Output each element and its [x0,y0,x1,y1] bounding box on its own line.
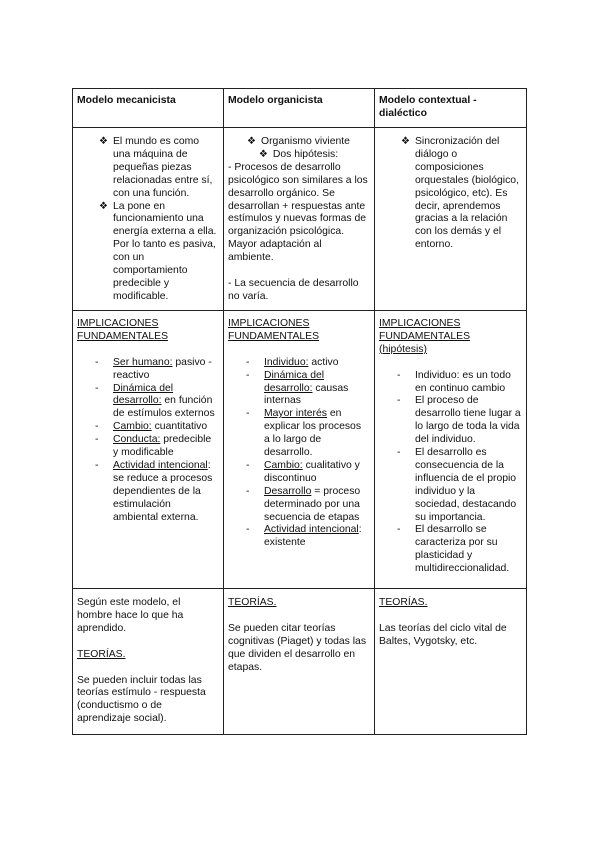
theories-label: TEORÍAS. [228,596,277,608]
list-item: - Ser humano: pasivo - reactivo [95,356,212,381]
theories-label: TEORÍAS. [77,648,126,660]
list-item: ❖ La pone en funcionamiento una energía externa a ella. Por lo tanto es pasiva, con un comportamiento predecible y modificable. [99,200,217,302]
list-item: - Cambio: cuantitativo [95,421,208,433]
list-item: - Desarrollo = proceso determinado por una secuencia de etapas [246,485,361,523]
organicista-theories [224,588,375,734]
list-item: - El desarrollo se caracteriza por su plasticidad y multidireccionalidad. [397,524,510,575]
list-item: - Conducta: predecible y modificable [95,434,212,459]
diamond-bullet-icon: ❖ [401,136,410,147]
organicista-theories-text: Se pueden citar teorías cognitivas (Piaget) y todas las que dividen el desarrollo en etapas. [228,622,367,673]
list-item: ❖ Organismo viviente [247,136,350,147]
list-item: - Actividad intencional: se reduce a procesos dependientes de la estimulación ambiental externa. [95,459,213,523]
theories-row [73,588,527,734]
contextual-implications [375,310,527,588]
implications-heading: IMPLICACIONES FUNDAMENTALES [379,317,471,342]
header-row [73,89,527,128]
organicista-dash-list [228,357,369,551]
diamond-bullet-icon: ❖ [258,148,268,160]
implications-row [73,310,527,588]
organicista-text-2: - La secuencia de desarrollo no varía. [228,278,359,302]
contextual-bullet-list [379,136,521,252]
list-item: ❖ Dos hipótesis: [258,148,339,160]
mecanicista-theories-text: Se pueden incluir todas las teorías estímulo - respuesta (conductismo o de aprendizaje social). [77,674,206,725]
hypothesis-label: (hipótesis) [379,343,427,355]
contextual-theories [375,588,527,734]
organicista-description [224,128,375,311]
mecanicista-implications [73,310,224,588]
organicista-text-1: - Procesos de desarrollo psicológico son similares a los desarrollo orgánico. Se desarrollan + respuestas ante estímulos y nuevas formas de organización psicológica. Mayor adaptación al ambiente. [228,161,368,264]
mecanicista-intro: Según este modelo, el hombre hace lo que ha aprendido. [77,596,184,634]
list-item: - El desarrollo es consecuencia de la influencia de el propio individuo y la sociedad, destacando su importancia. [397,447,517,523]
list-item: - El proceso de desarrollo tiene lugar a lo largo de toda la vida del individuo. [397,395,521,446]
contextual-theories-text: Las teorías del ciclo vital de Baltes, Vygotsky, etc. [379,622,507,647]
models-table [72,88,527,735]
header-contextual: Modelo contextual - dialéctico [375,89,527,128]
list-item: ❖ Sincronización del diálogo o composiciones orquestales (biológico, psicológico, etc). Es decir, aprendemos gracias a la relación con los demás y el entorno. [401,136,519,251]
organicista-bullet-list [228,136,369,162]
diamond-bullet-icon: ❖ [99,136,108,147]
description-row [73,128,527,311]
list-item: - Dinámica del desarrollo: en función de estímulos externos [95,382,215,420]
mecanicista-theories [73,588,224,734]
diamond-bullet-icon: ❖ [99,200,108,212]
list-item: - Dinámica del desarrollo: causas internas [246,369,349,407]
contextual-dash-list [379,370,521,577]
organicista-implications [224,310,375,588]
theories-label: TEORÍAS. [379,596,428,608]
mecanicista-bullet-list [77,136,218,304]
contextual-description [375,128,527,311]
list-item: - Actividad intencional: existente [246,524,362,549]
header-organicista: Modelo organicista [224,89,375,128]
implications-heading: IMPLICACIONES FUNDAMENTALES [228,317,320,342]
implications-heading: IMPLICACIONES FUNDAMENTALES [77,317,169,342]
list-item: - Cambio: cualitativo y discontinuo [246,459,360,484]
mecanicista-dash-list [77,357,218,525]
header-mecanicista: Modelo mecanicista [73,89,224,128]
list-item: ❖ El mundo es como una máquina de pequeñas piezas relacionadas entre sí, con una función. [99,136,213,199]
list-item: - Individuo: es un todo en continuo cambio [397,369,511,394]
mecanicista-description [73,128,224,311]
diamond-bullet-icon: ❖ [247,136,257,147]
list-item: - Individuo: activo [246,356,339,368]
list-item: - Mayor interés en explicar los procesos a lo largo de desarrollo. [246,408,362,459]
